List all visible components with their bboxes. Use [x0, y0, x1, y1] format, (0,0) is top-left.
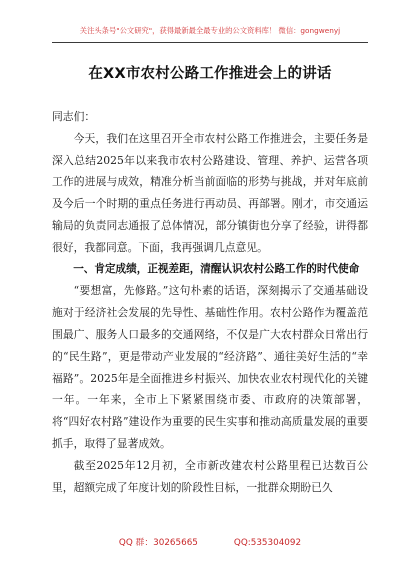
section-paragraph: “要想富，先修路。”这句朴素的话语，深刻揭示了交通基础设施对于经济社会发展的先导性、基础性作用。农村公路作为覆盖范围最广、服务人口最多的交通网络，不仅是广大农村群众日常出行的“民生路”，更是带动产业发展的“经济路”、通往美好生活的“幸福路”。2025年是全面推进乡村振兴、加快农业农村现代化的关键一年。一年来，全市上下紧紧围绕市委、市政府的决策部署，将“四好农村路”建设作为重要的民生实事和推动高质量发展的重要抓手，取得了显著成效。 [52, 284, 368, 450]
header-banner: 关注头条号"公文研究"，获得最新最全最专业的公文资料库！ 微信：gongwenyj [79, 26, 341, 35]
document-body [52, 104, 368, 498]
salutation: 同志们： [52, 110, 96, 123]
footer-contact [60, 536, 360, 550]
section-heading: 一、肯定成绩，正视差距，清醒认识农村公路工作的时代使命 [73, 262, 360, 275]
document-title: 在XX市农村公路工作推进会上的讲话 [88, 66, 332, 82]
footer-qq-group: QQ 群：30265665 [118, 538, 198, 548]
footer-qq-number: QQ:535304092 [233, 538, 302, 548]
header-divider [52, 42, 368, 43]
intro-paragraph: 今天，我们在这里召开全市农村公路工作推进会，主要任务是深入总结2025年以来我市农村公路建设、管理、养护、运营各项工作的进展与成效，精准分析当前面临的形势与挑战，并对年底前及今后一个时期的重点任务进行再动员、再部署。刚才，市交通运输局的负责同志通报了总体情况，部分镇街也分享了经验，讲得都很好，我都同意。下面，我再强调几点意见。 [52, 131, 368, 254]
section-paragraph: 截至2025年12月初，全市新改建农村公路里程已达数百公里，超额完成了年度计划的阶段性目标，一批群众期盼已久 [52, 458, 368, 494]
